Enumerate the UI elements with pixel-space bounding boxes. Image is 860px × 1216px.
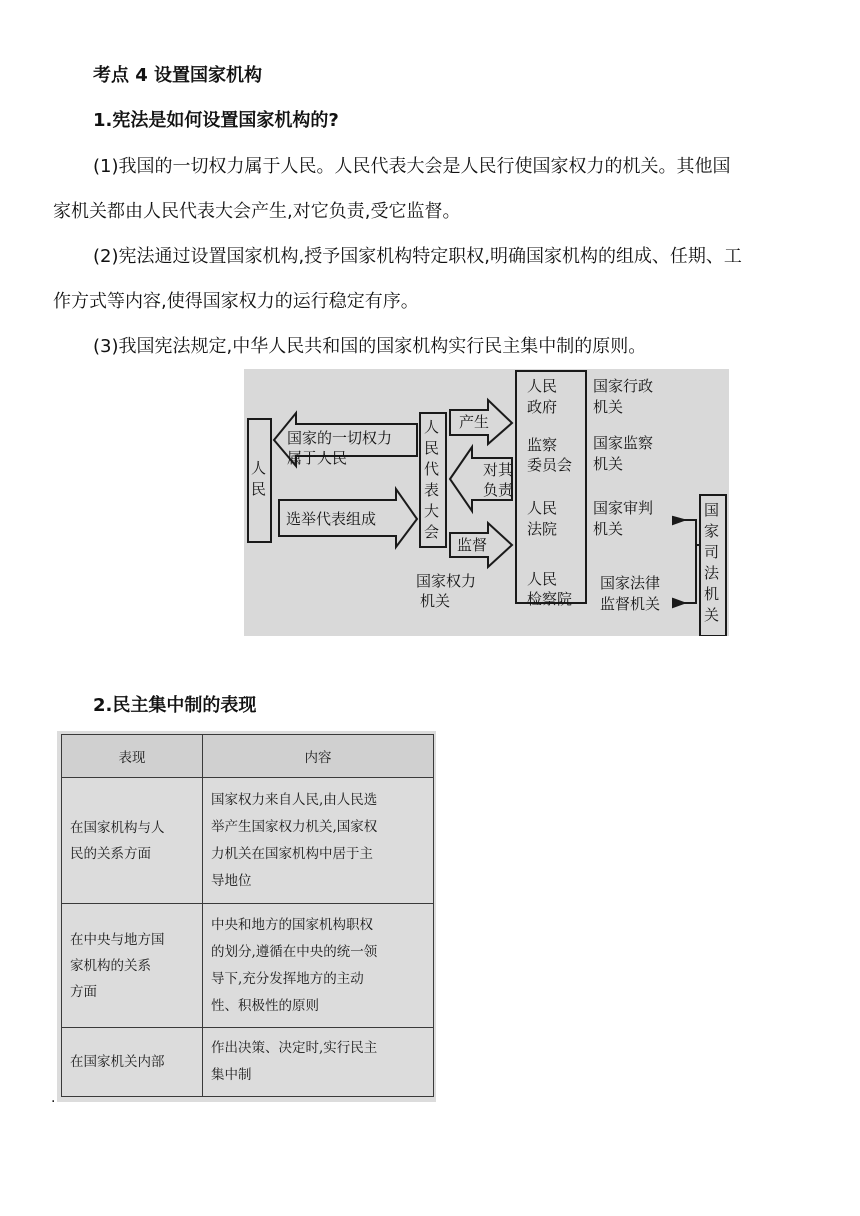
judicial-label: 国家司法机关 xyxy=(704,501,720,624)
para1-line1: (1)我国的一切权力属于人民。人民代表大会是人民行使国家权力的机关。其他国 xyxy=(93,156,731,177)
role-legal-line2: 监督机关 xyxy=(600,595,661,613)
npc-caption-line1: 国家权力 xyxy=(416,572,477,590)
bracket-arrow-top xyxy=(673,517,684,524)
row1-aspect-line2: 民的关系方面 xyxy=(70,845,151,862)
organ-court-line1: 人民 xyxy=(527,499,558,517)
trailing-period: . xyxy=(51,1090,56,1106)
organ-supervisory-line1: 监察 xyxy=(527,436,558,454)
judicial-bracket-line xyxy=(684,520,696,603)
row1-content-line1: 国家权力来自人民,由人民选 xyxy=(211,791,378,808)
state-organs-diagram xyxy=(244,369,729,636)
table-header-row xyxy=(62,735,434,778)
role-supervision-line2: 机关 xyxy=(593,455,624,473)
header-aspect: 表现 xyxy=(62,735,203,778)
organ-procuratorate-line1: 人民 xyxy=(527,570,558,588)
para2-line1: (2)宪法通过设置国家机构,授予国家机构特定职权,明确国家机构的组成、任期、工 xyxy=(93,246,742,267)
npc-caption-line2: 机关 xyxy=(420,592,451,610)
all-power-line2: 属于人民 xyxy=(287,449,348,467)
row2-aspect-line1: 在中央与地方国 xyxy=(70,931,165,948)
topic-heading: 考点 4 设置国家机构 xyxy=(93,65,263,86)
row3-content-line2: 集中制 xyxy=(211,1067,252,1083)
role-trial-line1: 国家审判 xyxy=(593,499,654,517)
para1-line2: 家机关都由人民代表大会产生,对它负责,受它监督。 xyxy=(53,201,461,222)
table-row xyxy=(62,904,434,1028)
row3-aspect xyxy=(62,1028,203,1097)
row3-content xyxy=(203,1028,434,1097)
role-admin-line1: 国家行政 xyxy=(593,377,654,395)
row2-content-line4: 性、积极性的原则 xyxy=(211,997,319,1014)
row1-aspect xyxy=(62,778,203,904)
role-admin-line2: 机关 xyxy=(593,398,624,416)
row2-aspect-line2: 家机构的关系 xyxy=(70,957,151,974)
row1-content-line2: 举产生国家权力机关,国家权 xyxy=(211,818,378,835)
produce-label: 产生 xyxy=(459,413,490,431)
all-power-line1: 国家的一切权力 xyxy=(287,429,393,447)
row1-content-line3: 力机关在国家机构中居于主 xyxy=(211,845,373,862)
organ-court-line2: 法院 xyxy=(527,520,558,538)
row2-content-line3: 导下,充分发挥地方的主动 xyxy=(211,970,364,987)
table-row xyxy=(62,778,434,904)
row2-aspect-line3: 方面 xyxy=(70,983,97,1000)
organ-government-line1: 人民 xyxy=(527,377,558,395)
row3-aspect-line1: 在国家机关内部 xyxy=(70,1054,165,1070)
democratic-centralism-table xyxy=(57,731,436,1102)
organ-procuratorate-line2: 检察院 xyxy=(527,590,573,608)
row3-content-line1: 作出决策、决定时,实行民主 xyxy=(211,1040,378,1056)
row1-content-line4: 导地位 xyxy=(211,872,252,889)
responsible-line2: 负责 xyxy=(483,481,514,499)
row2-content-line2: 的划分,遵循在中央的统一领 xyxy=(211,943,378,960)
organ-supervisory-line2: 委员会 xyxy=(527,456,573,474)
row2-content-line1: 中央和地方的国家机构职权 xyxy=(211,916,373,933)
section1-title: 1.宪法是如何设置国家机构的? xyxy=(93,110,339,131)
role-trial-line2: 机关 xyxy=(593,520,624,538)
role-supervision-line1: 国家监察 xyxy=(593,434,654,452)
npc-label: 人民代表大会 xyxy=(424,418,440,541)
role-legal-line1: 国家法律 xyxy=(600,574,661,592)
supervise-label: 监督 xyxy=(457,536,488,554)
table-grid xyxy=(61,734,434,1097)
row1-aspect-line1: 在国家机构与人 xyxy=(70,819,165,836)
header-content: 内容 xyxy=(203,735,434,778)
elect-label: 选举代表组成 xyxy=(286,510,377,528)
row2-content xyxy=(203,904,434,1028)
people-label: 人民 xyxy=(251,459,267,498)
bracket-arrow-bottom xyxy=(673,599,684,607)
table-row xyxy=(62,1028,434,1097)
section2-title: 2.民主集中制的表现 xyxy=(93,695,257,716)
para3: (3)我国宪法规定,中华人民共和国的国家机构实行民主集中制的原则。 xyxy=(93,336,647,357)
para2-line2: 作方式等内容,使得国家权力的运行稳定有序。 xyxy=(53,291,419,312)
organ-government-line2: 政府 xyxy=(527,398,558,416)
row2-aspect xyxy=(62,904,203,1028)
row1-content xyxy=(203,778,434,904)
responsible-line1: 对其 xyxy=(483,461,514,479)
